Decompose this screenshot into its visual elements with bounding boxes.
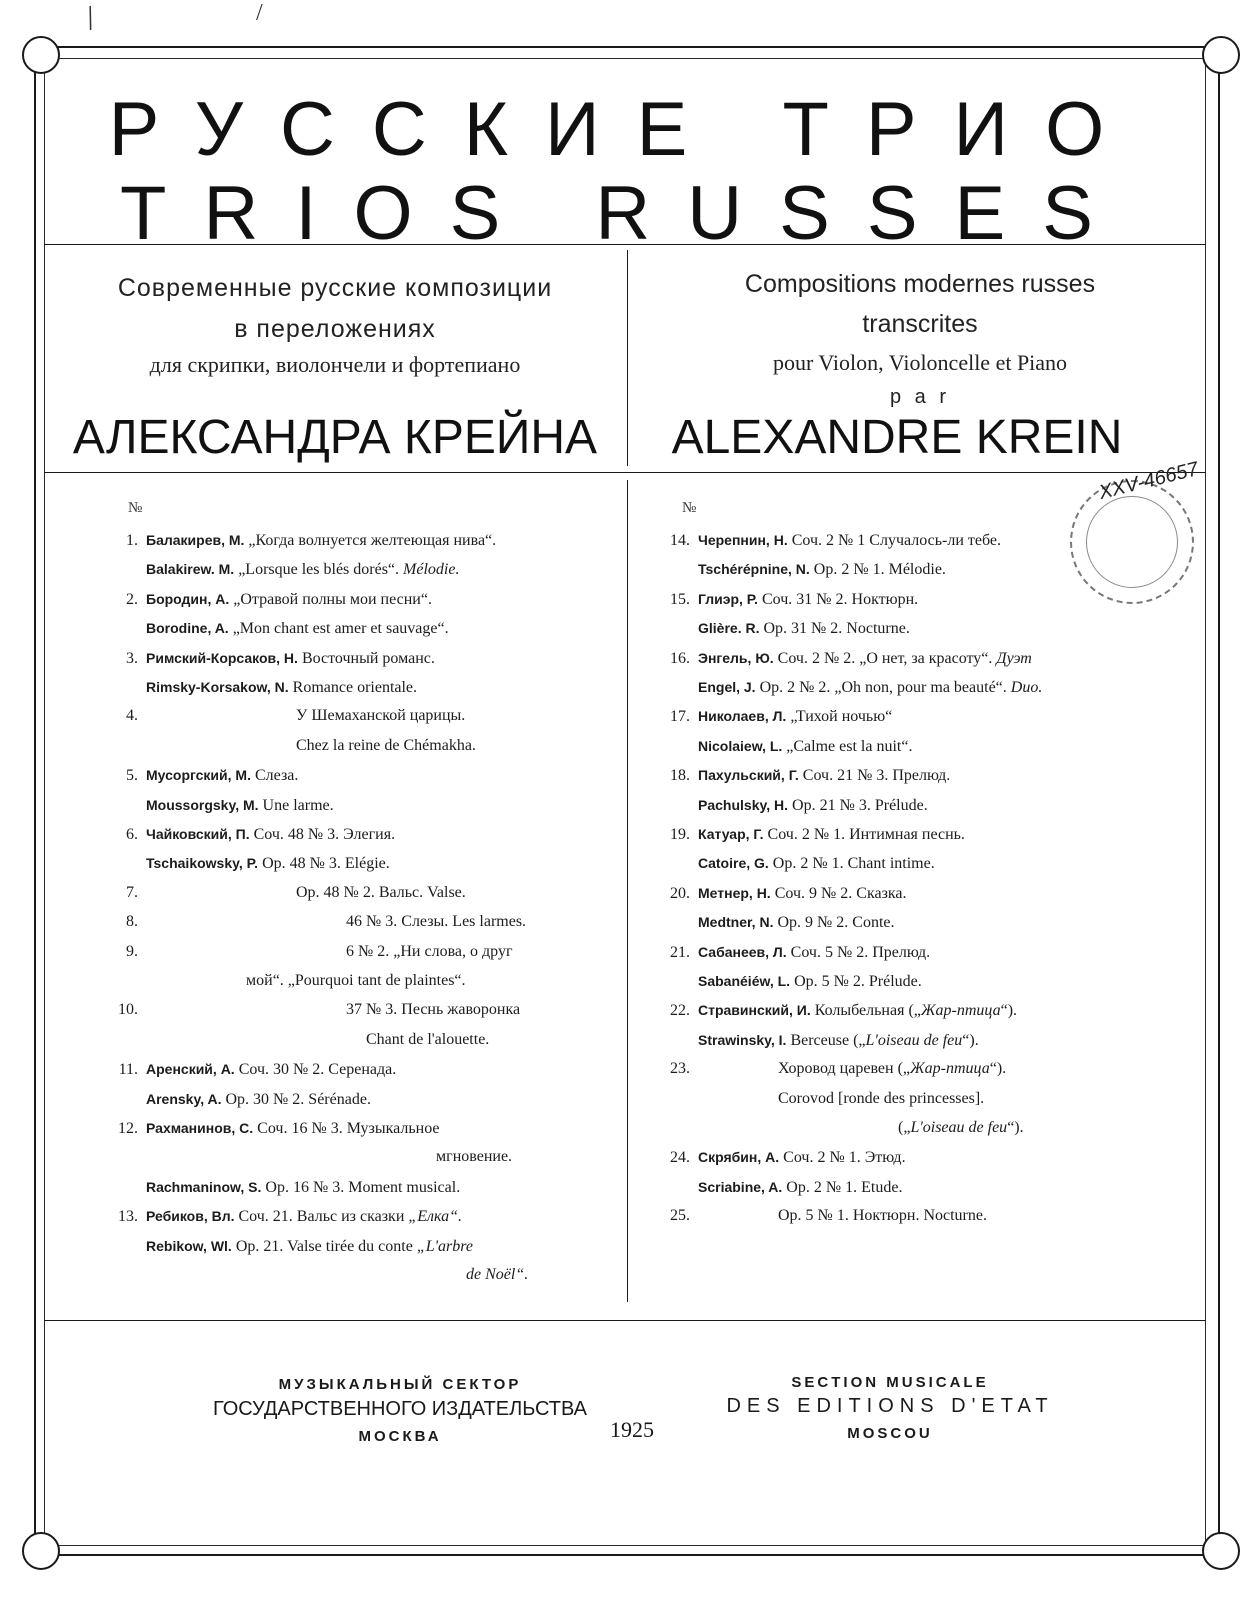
- composer-name: Moussorgsky, M.: [146, 796, 259, 813]
- list-item: [108, 589, 432, 610]
- composer-name: Rebikow, Wl.: [146, 1237, 232, 1254]
- composer-name: Римский-Корсаков, Н.: [146, 649, 298, 666]
- work-title: Chez la reine de Chémakha.: [296, 736, 476, 754]
- work-subtitle: Жар-птица: [910, 1060, 990, 1078]
- composer-name: Engel, J.: [698, 679, 756, 695]
- list-item: [108, 942, 513, 962]
- item-number: 15.: [670, 590, 690, 608]
- work-subtitle: Дуэт: [992, 649, 1032, 667]
- work-title: У Шемаханской царицы.: [296, 707, 466, 725]
- work-title: Соч. 2 № 1 Случалось-ли тебе.: [787, 532, 1002, 549]
- list-item: [108, 706, 465, 726]
- item-number: 22.: [670, 1002, 690, 1020]
- list-item: [108, 971, 466, 991]
- composer-name: Энгель, Ю.: [698, 649, 774, 666]
- item-number: 3.: [126, 649, 138, 667]
- item-number: 18.: [670, 767, 690, 785]
- work-title: Chant de l'alouette.: [366, 1030, 490, 1048]
- composer-name: Ребиков, Вл.: [146, 1208, 235, 1225]
- list-item: [660, 677, 1042, 698]
- number-sign: №: [128, 500, 143, 516]
- list-item: [108, 1059, 396, 1080]
- composer-name: Чайковский, П.: [146, 826, 250, 842]
- item-number: 1.: [126, 532, 138, 549]
- list-item: [660, 942, 930, 963]
- list-item: [660, 559, 946, 580]
- publisher-fr-line1: SECTION MUSICALE: [791, 1374, 989, 1391]
- composer-name: Аренский, А.: [146, 1061, 235, 1078]
- work-title: Op. 9 № 2. Conte.: [773, 914, 895, 932]
- work-title: мой“. „Pourquoi tant de plaintes“.: [246, 972, 466, 989]
- work-title: Romance orientale.: [288, 679, 418, 696]
- composer-name: Tschaikowsky, P.: [146, 855, 259, 872]
- list-item: [108, 795, 334, 816]
- work-title: Corovod [ronde des princesses].: [778, 1089, 985, 1107]
- list-item: [660, 648, 1032, 669]
- list-item: [108, 648, 435, 669]
- composer-name: Сабанеев, Л.: [698, 943, 787, 960]
- composer-name: Catoire, G.: [698, 855, 769, 872]
- work-title: Op. 16 № 3. Moment musical.: [261, 1178, 461, 1196]
- composer-name: Скрябин, А.: [698, 1149, 780, 1166]
- work-title: Соч. 21. Вальс из сказки: [234, 1208, 405, 1226]
- work-title: Соч. 9 № 2. Сказка.: [770, 884, 907, 902]
- work-title: Соч. 2 № 2. „О нет, за красоту“.: [773, 649, 993, 667]
- work-title: Соч. 2 № 1. Этюд.: [779, 1149, 906, 1167]
- corner-ornament: [22, 1532, 60, 1570]
- composer-name: Rimsky-Korsakow, N.: [146, 679, 289, 695]
- subtitle-fr-line4: p a r: [889, 386, 951, 408]
- list-item: [108, 1177, 460, 1198]
- list-item: [660, 1177, 902, 1198]
- list-item: [660, 1206, 987, 1226]
- work-title: Berceuse („: [786, 1031, 866, 1049]
- list-item: [660, 971, 922, 992]
- divider: [44, 472, 1206, 473]
- list-item: [108, 1118, 440, 1139]
- work-title: Op. 30 № 2. Sérénade.: [221, 1090, 371, 1108]
- item-number: 12.: [118, 1120, 138, 1137]
- subtitle-ru-line2: в переложениях: [234, 315, 436, 343]
- composer-name: Метнер, Н.: [698, 884, 771, 901]
- divider: [44, 244, 1206, 245]
- work-title: 6 № 2. „Ни слова, о друг: [346, 942, 513, 960]
- work-title: „Когда волнуется желтеющая нива“.: [244, 532, 497, 549]
- item-number: 7.: [126, 883, 138, 901]
- work-title: Op. 21. Valse tirée du conte: [231, 1237, 413, 1255]
- subtitle-fr-line3: pour Violon, Violoncelle et Piano: [772, 350, 1068, 375]
- composer-name: Катуар, Г.: [698, 826, 764, 842]
- work-title: Op. 48 № 3. Elégie.: [258, 855, 390, 873]
- list-item: [108, 853, 390, 874]
- item-number: 8.: [126, 913, 138, 931]
- work-title-end: “).: [989, 1060, 1007, 1078]
- number-sign: №: [682, 500, 697, 516]
- list-item: [660, 1147, 906, 1168]
- work-title: Соч. 21 № 3. Прелюд.: [798, 767, 951, 785]
- composer-name: Pachulsky, H.: [698, 796, 789, 813]
- work-title: Соч. 2 № 1. Интимная песнь.: [763, 826, 965, 843]
- item-number: 13.: [118, 1208, 138, 1226]
- subtitle-ru-line3: для скрипки, виолончели и фортепиано: [149, 352, 521, 377]
- list-item: [660, 1000, 1017, 1021]
- list-item: [660, 589, 918, 610]
- work-title: „Lorsque les blés dorés“.: [234, 561, 400, 579]
- publisher-ru-city: МОСКВА: [358, 1428, 442, 1445]
- corner-ornament: [1202, 1532, 1240, 1570]
- work-title: Op. 5 № 2. Prélude.: [790, 973, 922, 990]
- list-item: [108, 1147, 512, 1167]
- composer-name: Scriabine, A.: [698, 1178, 783, 1195]
- work-title: Une larme.: [258, 796, 334, 814]
- work-title: Op. 2 № 1. Chant intime.: [768, 855, 935, 873]
- work-title: Op. 5 № 1. Ноктюрн. Nocturne.: [778, 1207, 987, 1225]
- list-item: [660, 912, 895, 933]
- composer-name: Рахманинов, С.: [146, 1120, 254, 1136]
- list-item: [660, 883, 907, 904]
- work-subtitle: Жар-птица: [920, 1002, 1001, 1020]
- work-title: Op. 2 № 1. Etude.: [782, 1178, 903, 1196]
- item-number: 17.: [670, 708, 690, 726]
- composer-name: Strawinsky, I.: [698, 1031, 787, 1048]
- publication-year: 1925: [610, 1417, 654, 1442]
- work-title: Соч. 30 № 2. Серенада.: [234, 1061, 397, 1079]
- item-number: 24.: [670, 1149, 690, 1167]
- work-title: Op. 2 № 1. Mélodie.: [809, 561, 946, 579]
- work-title-end: “).: [1000, 1002, 1018, 1020]
- item-number: 5.: [126, 767, 138, 785]
- work-title: Соч. 31 № 2. Ноктюрн.: [757, 590, 919, 608]
- composer-name: Стравинский, И.: [698, 1002, 811, 1019]
- work-title: Колыбельная („: [810, 1002, 921, 1020]
- composer-name: Nicolaiew, L.: [698, 737, 783, 754]
- work-title: 37 № 3. Песнь жаворонка: [346, 1001, 521, 1019]
- list-item: [108, 1206, 462, 1227]
- item-number: 16.: [670, 649, 690, 667]
- work-title: Op. 31 № 2. Nocturne.: [759, 620, 910, 638]
- pencil-mark: /: [256, 0, 263, 26]
- work-subtitle: de Noël“.: [466, 1266, 529, 1283]
- arranger-name-ru: АЛЕКСАНДРА КРЕЙНА: [72, 411, 598, 464]
- library-stamp-ring: [1086, 496, 1178, 588]
- list-item: [108, 765, 298, 786]
- list-item: [108, 824, 395, 845]
- publisher-ru-line2: ГОСУДАРСТВЕННОГО ИЗДАТЕЛЬСТВА: [213, 1398, 587, 1420]
- subtitle-fr-line2: transcrites: [862, 310, 978, 338]
- list-item: [108, 1265, 528, 1285]
- list-item: [660, 736, 912, 757]
- work-title: Соч. 48 № 3. Элегия.: [249, 826, 396, 843]
- work-title: Op. 21 № 3. Prélude.: [788, 796, 928, 814]
- composer-name: Бородин, А.: [146, 590, 230, 607]
- composer-name: Medtner, N.: [698, 914, 774, 931]
- work-subtitle: L'oiseau de feu: [910, 1119, 1008, 1136]
- work-title: Восточный романс.: [297, 649, 435, 667]
- pencil-mark: /: [79, 0, 102, 38]
- work-subtitle: Mélodie.: [399, 561, 460, 579]
- stamp-number: XXV-46657: [1096, 458, 1201, 504]
- composer-name: Мусоргский, М.: [146, 767, 251, 784]
- title-french: TRIOS RUSSES: [120, 171, 1130, 256]
- work-title: „Mon chant est amer et sauvage“.: [228, 620, 449, 638]
- work-subtitle: „Елка“.: [404, 1208, 463, 1226]
- item-number: 25.: [670, 1207, 690, 1225]
- work-title: „Тихой ночью“: [786, 708, 893, 726]
- work-title: Соч. 16 № 3. Музыкальное: [253, 1120, 440, 1137]
- list-item: [108, 736, 476, 756]
- composer-name: Rachmaninow, S.: [146, 1178, 262, 1195]
- list-item: [660, 795, 928, 816]
- item-number: 21.: [670, 943, 690, 961]
- title-russian: РУССКИЕ ТРИО: [108, 87, 1142, 172]
- list-item: [108, 559, 459, 580]
- composer-name: Tschérépnine, N.: [698, 561, 810, 578]
- item-number: 23.: [670, 1060, 690, 1078]
- list-item: [660, 824, 965, 845]
- subtitle-ru-line1: Современные русские композиции: [117, 274, 553, 302]
- item-number: 10.: [118, 1001, 138, 1019]
- work-title-end: “).: [962, 1031, 979, 1049]
- work-title: Слеза.: [250, 767, 299, 785]
- work-subtitle: „L'arbre: [412, 1237, 474, 1255]
- list-item: [660, 1059, 1006, 1079]
- list-item: [108, 912, 526, 932]
- work-title: Хоровод царевен („: [778, 1060, 910, 1078]
- composer-name: Балакирев, М.: [146, 532, 245, 548]
- composer-name: Глиэр, Р.: [698, 590, 758, 607]
- item-number: 9.: [126, 942, 138, 960]
- list-item: [108, 1000, 520, 1020]
- composer-name: Glière. R.: [698, 620, 760, 637]
- work-title: Соч. 5 № 2. Прелюд.: [786, 943, 931, 961]
- list-item: [660, 765, 950, 786]
- corner-ornament: [1202, 36, 1240, 74]
- work-title: 46 № 3. Слезы. Les larmes.: [346, 913, 527, 931]
- list-item: [660, 706, 892, 727]
- list-item: [108, 883, 466, 903]
- composer-name: Николаев, Л.: [698, 708, 787, 725]
- list-item: [108, 677, 417, 698]
- work-title: („: [898, 1119, 911, 1136]
- item-number: 19.: [670, 826, 690, 843]
- column-divider: [627, 250, 628, 466]
- subtitle-fr-line1: Compositions modernes russes: [744, 270, 1096, 298]
- list-item: [108, 530, 496, 551]
- item-number: 4.: [126, 707, 138, 725]
- work-title: Op. 48 № 2. Вальс. Valse.: [296, 883, 466, 901]
- arranger-name-fr: ALEXANDRE KREIN: [671, 411, 1123, 464]
- publisher-fr-city: MOSCOU: [847, 1425, 933, 1442]
- list-item: [108, 1236, 473, 1257]
- corner-ornament: [22, 36, 60, 74]
- composer-name: Пахульский, Г.: [698, 767, 799, 784]
- item-number: 6.: [126, 826, 138, 843]
- work-title-end: “).: [1007, 1119, 1024, 1136]
- list-item: [108, 618, 449, 639]
- work-subtitle: L'oiseau de feu: [865, 1031, 963, 1049]
- publisher-fr-line2: DES EDITIONS D'ETAT: [726, 1395, 1054, 1417]
- composer-name: Arensky, A.: [146, 1090, 222, 1107]
- work-title: Op. 2 № 2. „Oh non, pour ma beauté“.: [755, 679, 1007, 696]
- item-number: 14.: [670, 532, 690, 549]
- item-number: 20.: [670, 884, 690, 902]
- publisher-ru-line1: МУЗЫКАЛЬНЫЙ СЕКТОР: [278, 1376, 522, 1393]
- composer-name: Sabanéiéw, L.: [698, 973, 791, 989]
- item-number: 2.: [126, 590, 138, 608]
- list-item: [660, 1030, 979, 1051]
- work-title: „Отравой полны мои песни“.: [229, 590, 432, 608]
- list-item: [108, 1030, 489, 1050]
- column-divider: [627, 480, 628, 1302]
- composer-name: Borodine, A.: [146, 620, 229, 637]
- list-item: [660, 1089, 984, 1109]
- list-item: [660, 853, 935, 874]
- composer-name: Balakirew. M.: [146, 561, 235, 578]
- work-title: мгновение.: [436, 1148, 513, 1166]
- list-item: [660, 1118, 1024, 1138]
- item-number: 11.: [118, 1061, 138, 1079]
- list-item: [660, 530, 1001, 551]
- list-item: [660, 618, 910, 639]
- divider: [44, 1320, 1206, 1321]
- list-item: [108, 1089, 371, 1110]
- work-title: „Calme est la nuit“.: [782, 737, 913, 755]
- composer-name: Черепнин, Н.: [698, 532, 788, 548]
- work-subtitle: Duo.: [1006, 679, 1043, 696]
